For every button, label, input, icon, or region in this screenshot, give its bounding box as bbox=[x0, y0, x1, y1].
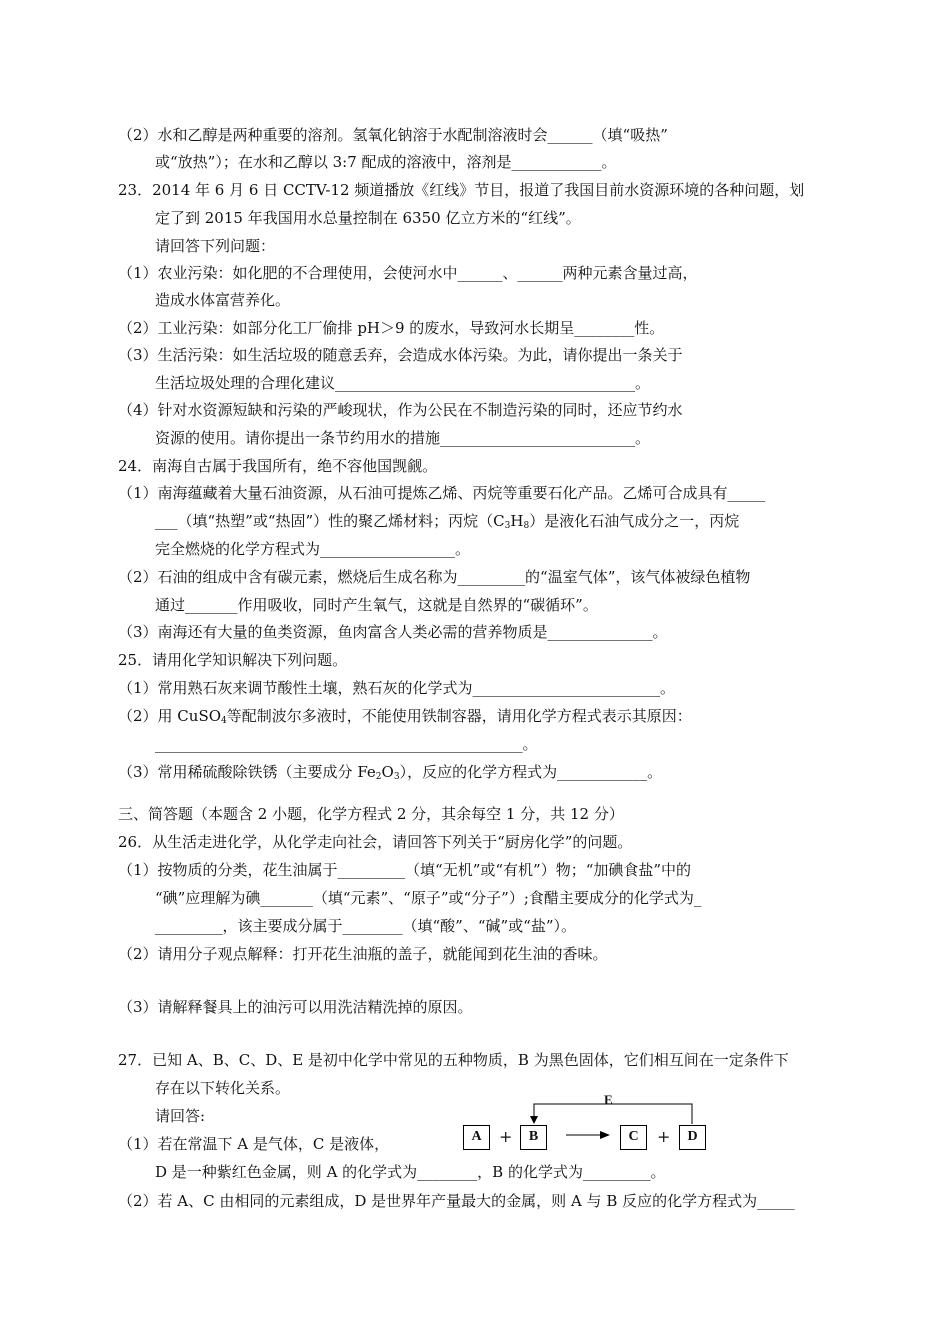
q26-part3: （3）请解释餐具上的油污可以用洗洁精洗掉的原因。 bbox=[118, 998, 473, 1016]
q23-prompt: 请回答下列问题： bbox=[155, 237, 276, 255]
box-D: D bbox=[679, 1125, 706, 1150]
q24-part1-line2 bbox=[155, 511, 739, 531]
q23-part1-line2: 造成水体富营养化。 bbox=[155, 291, 291, 309]
q23-part3-line1: （3）生活污染：如生活垃圾的随意丢弃，会造成水体污染。为此，请你提出一条关于 bbox=[118, 346, 683, 364]
q25-text-b: 等配制波尔多液时，不能使用铁制容器，请用化学方程式表示其原因： bbox=[226, 707, 692, 725]
q27-part2-line1: （2）若 A、C 由相同的元素组成，D 是世界年产量最大的金属，则 A 与 B 反应的化学方程式为_____ bbox=[118, 1192, 795, 1210]
q23-stem-line2: 定了到 2015 年我国用水总量控制在 6350 亿立方米的“红线”。 bbox=[155, 209, 581, 227]
subscript-2: 2 bbox=[375, 772, 382, 782]
q23-part1-line1: （1）农业污染：如化肥的不合理使用，会使河水中______、______两种元素含量过高， bbox=[118, 264, 698, 282]
q26-stem: 26．从生活走进化学，从化学走向社会，请回答下列关于“厨房化学”的问题。 bbox=[118, 833, 633, 851]
q24-part1-line1: （1）南海蕴藏着大量石油资源，从石油可提炼乙烯、丙烷等重要石化产品。乙烯可合成具有_____ bbox=[118, 484, 766, 502]
subscript-8: 8 bbox=[523, 521, 530, 531]
q24-part2-line2: 通过_______作用吸收，同时产生氧气，这就是自然界的“碳循环”。 bbox=[155, 596, 598, 614]
q25p3-text-b: O bbox=[381, 763, 394, 781]
q24-text-c: ）是液化石油气成分之一，丙烷 bbox=[529, 512, 740, 530]
e-loop-line bbox=[534, 1104, 692, 1124]
e-loop-arrowhead bbox=[530, 1116, 538, 1124]
plus-sign-2: + bbox=[657, 1127, 671, 1146]
q26-part1-line2: “碘”应理解为碘_______（填“元素”、“原子”或“分子”）;食醋主要成分的化学式为_ bbox=[155, 889, 702, 907]
main-arrow-head bbox=[600, 1131, 610, 1139]
q24-text-b: H bbox=[510, 512, 524, 530]
q24-text-a: ___（填“热塑”或“热固”）性的聚乙烯材料；丙烷（C bbox=[155, 512, 505, 530]
q25-part2-answer-line: _________________________________________________。 bbox=[155, 735, 538, 753]
q26-part1-line3: _________，该主要成分属于________（填“酸”、“碱”或“盐”）。 bbox=[155, 917, 577, 935]
q25-part3 bbox=[118, 762, 662, 782]
box-B: B bbox=[520, 1125, 547, 1150]
q22-part2-line2: 或“放热”）；在水和乙醇以 3:7 配成的溶液中，溶剂是____________。 bbox=[155, 153, 617, 171]
q25p3-text-c: ），反应的化学方程式为____________。 bbox=[399, 763, 663, 781]
q26-part1-line1: （1）按物质的分类，花生油属于_________（填“无机”或“有机”）物；“加碘食盐”中的 bbox=[118, 861, 692, 879]
box-A: A bbox=[463, 1125, 490, 1150]
plus-sign-1: + bbox=[499, 1127, 513, 1146]
subscript-3b: 3 bbox=[393, 772, 400, 782]
q27-part1-line1: （1）若在常温下 A 是气体，C 是液体， bbox=[118, 1135, 390, 1153]
q27-stem-line1: 27．已知 A、B、C、D、E 是初中化学中常见的五种物质，B 为黑色固体，它们相互间在一定条件下 bbox=[118, 1051, 789, 1069]
q27-part1-line2: D 是一种紫红色金属，则 A 的化学式为________，B 的化学式为_________。 bbox=[155, 1163, 666, 1181]
q25-part2-line1 bbox=[118, 706, 692, 726]
q27-prompt: 请回答: bbox=[155, 1107, 206, 1125]
q24-part3: （3）南海还有大量的鱼类资源，鱼肉富含人类必需的营养物质是______________。 bbox=[118, 623, 668, 641]
subscript-4: 4 bbox=[221, 716, 227, 726]
q24-part1-line3: 完全燃烧的化学方程式为__________________。 bbox=[155, 540, 471, 558]
section-3-heading: 三、简答题（本题含 2 小题，化学方程式 2 分，其余每空 1 分，共 12 分） bbox=[118, 805, 624, 823]
q22-part2-line1: （2）水和乙醇是两种重要的溶剂。氢氧化钠溶于水配制溶液时会______（填“吸热” bbox=[118, 126, 668, 144]
subscript-3: 3 bbox=[504, 521, 511, 531]
q23-stem-line1: 23．2014 年 6 月 6 日 CCTV-12 频道播放《红线》节目，报道了我国目前水资源环境的各种问题，划 bbox=[118, 181, 805, 199]
box-C: C bbox=[620, 1125, 647, 1150]
q23-part2: （2）工业污染：如部分化工厂偷排 pH＞9 的废水，导致河水长期呈________性。 bbox=[118, 319, 665, 337]
q26-part2: （2）请用分子观点解释：打开花生油瓶的盖子，就能闻到花生油的香味。 bbox=[118, 945, 608, 963]
label-E: E bbox=[604, 1092, 613, 1107]
q25-part1: （1）常用熟石灰来调节酸性土壤，熟石灰的化学式为_________________________。 bbox=[118, 679, 676, 697]
q27-stem-line2: 存在以下转化关系。 bbox=[155, 1079, 291, 1097]
q23-part4-line1: （4）针对水资源短缺和污染的严峻现状，作为公民在不制造污染的同时，还应节约水 bbox=[118, 401, 683, 419]
q23-part3-line2: 生活垃圾处理的合理化建议________________________________________。 bbox=[155, 374, 651, 392]
q25-text-a: （2）用 CuSO bbox=[118, 707, 222, 725]
q24-part2-line1: （2）石油的组成中含有碳元素，燃烧后生成名称为_________的“温室气体”，该气体被绿色植物 bbox=[118, 568, 751, 586]
q25-stem: 25．请用化学知识解决下列问题。 bbox=[118, 651, 348, 669]
q24-stem: 24．南海自古属于我国所有，绝不容他国觊觎。 bbox=[118, 457, 438, 475]
q23-part4-line2: 资源的使用。请你提出一条节约用水的措施__________________________。 bbox=[155, 429, 651, 447]
q25p3-text-a: （3）常用稀硫酸除铁锈（主要成分 Fe bbox=[118, 763, 376, 781]
